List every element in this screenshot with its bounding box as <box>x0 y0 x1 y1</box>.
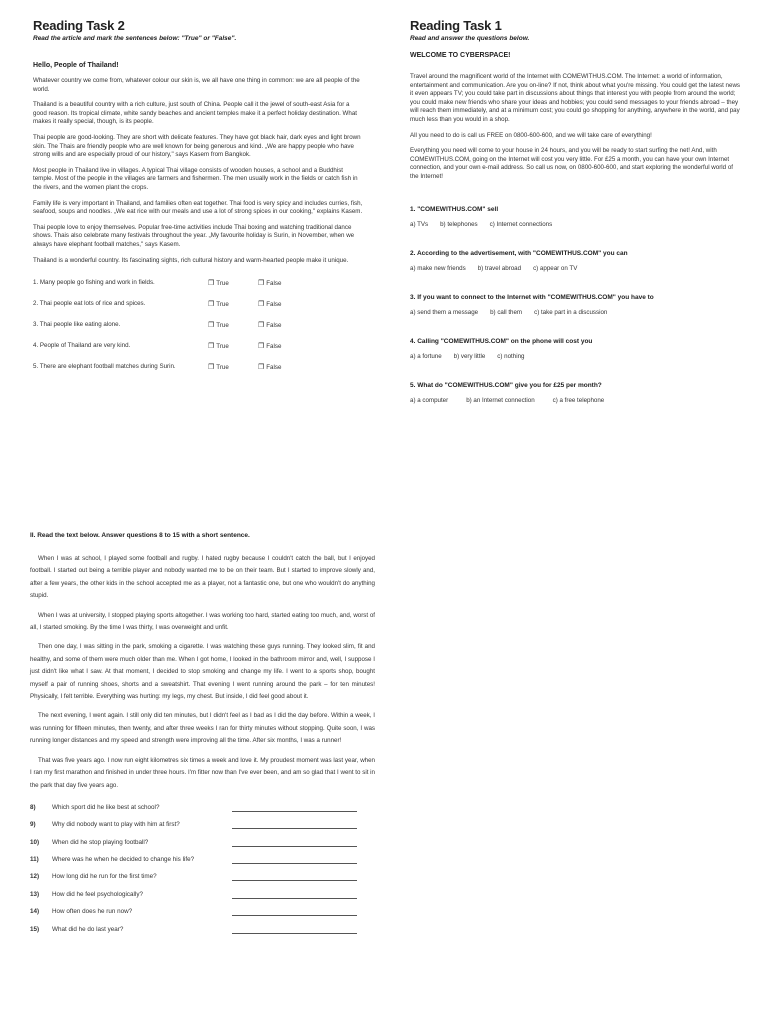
question-number: 14) <box>30 908 40 916</box>
checkbox-icon: ❐ <box>208 301 215 309</box>
task2-paragraph: Whatever country we come from, whatever colour our skin is, we all have one thing in common: we are all people of the world. <box>33 77 360 93</box>
question-text: When did he stop playing football? <box>52 838 149 846</box>
question-text: What did he do last year? <box>52 925 124 933</box>
false-label: False <box>266 280 282 288</box>
answer-option[interactable]: a) a computer <box>410 396 449 404</box>
answer-option[interactable]: b) call them <box>490 308 523 316</box>
question-number: 10) <box>30 838 40 846</box>
question-text: How did he feel psychologically? <box>52 890 144 898</box>
true-checkbox[interactable] <box>208 300 258 308</box>
statement-text: 3. Thai people like eating alone. <box>33 321 121 329</box>
answer-line[interactable] <box>232 873 357 881</box>
statement-row <box>33 321 363 342</box>
part2-paragraph: The next evening, I went again. I still only did ten minutes, but I didn't feel as I bad as I did the day before. Within a week, I was running for fifteen minutes, then twenty, and after three weeks I ran for thirty minutes without stopping. Quite soon, I was running longer distances and my speed and strength were improving all the time. After six months, I was a runner! <box>30 712 375 745</box>
question-row <box>30 804 375 821</box>
task2-paragraph: Thailand is a beautiful country with a rich culture, just south of China. People call it the jewel of south-east Asia for a good reason. Its tropical climate, white sandy beaches and ancient temples make it a perfect holiday destination. What makes it really special, though, is its people. <box>33 101 357 126</box>
part-2-section <box>30 532 375 943</box>
checkbox-icon: ❐ <box>208 322 215 330</box>
task1-paragraph: Travel around the magnificent world of the Internet with COMEWITHUS.COM. The Internet: a world of information, entertainment and communication. Are you on-line? If not, think about what you're missing. You could get the latest news it even appears TV; you could take part in discussions about things that interest you with people from around the world; you could make new friends who share your ideas and hobbies; you could send messages to your friends abroad – they will reach them immediately, and at a minimum cost; you could go shopping for anything, anywhere in the world, and pay much less than you would in a shop. <box>410 73 741 123</box>
part2-paragraph: Then one day, I was sitting in the park, smoking a cigarette. I was watching these guys running. They looked slim, fit and healthy, and some of them were much older than me. When I got home, I looked in the bathroom mirror and, well, I suppose I just didn't like what I saw. At that moment, I decided to stop smoking and change my life. I went to a sports shop, bought myself a pair of running shoes, shorts and a sweatshirt. That evening I went running around the park – for ten minutes! Physically, I felt terrible. Everything was hurting: my legs, my chest. But inside, I did feel good about it. <box>30 643 375 701</box>
task1-paragraph: Everything you need will come to your house in 24 hours, and you will be ready to start surfing the net! And, with COMEWITHUS.COM, going on the Internet will cost you very little. For £25 a month, you can have your own Internet connection, and your own e-mail address. So call us now, on 0800-600-600, and start exploring the wonderful world of the Internet! <box>410 147 733 180</box>
question-text: Which sport did he like best at school? <box>52 803 160 811</box>
answer-option[interactable]: b) very little <box>453 352 486 360</box>
checkbox-icon: ❐ <box>208 364 215 372</box>
task2-paragraph: Thai people love to enjoy themselves. Popular free-time activities include Thai boxing and watching traditional dance shows. Thais also celebrate many festivals throughout the year. „My favourite holiday is Surin, in November, when we always have elephant football matches," says Kasem. <box>33 223 355 248</box>
answer-option[interactable]: b) travel abroad <box>477 264 522 272</box>
task2-paragraph: Thai people are good-looking. They are short with delicate features. They have got black hair, dark eyes and light brown skin. The Thais are friendly people who are well known for being generous and kind. „We are happy people who have strong wills and are especially proud of our history," says Kasem from Bangkok. <box>33 133 361 159</box>
question-number: 9) <box>30 821 36 829</box>
true-checkbox[interactable] <box>208 321 258 329</box>
part2-paragraph: That was five years ago. I now run eight kilometres six times a week and love it. My proudest moment was last year, when I ran my first marathon and finished in under three hours. I'm fitter now than I've ever been, and am so glad that I went to sit in the park that day five years ago. <box>30 756 375 789</box>
task2-paragraph: Most people in Thailand live in villages. A typical Thai village consists of wooden houses, a school and a Buddhist temple. Most of the people in the villages are farmers and fishermen. The men usually work in the fields or catch fish in the rivers, and the women plant the crops. <box>33 166 358 191</box>
answer-options <box>410 397 740 404</box>
question-text: 2. According to the advertisement, with "COMEWITHUS.COM" you can <box>410 249 628 257</box>
checkbox-icon: ❐ <box>258 322 265 330</box>
answer-line[interactable] <box>232 821 357 829</box>
answer-option[interactable]: b) an Internet connection <box>466 396 535 404</box>
false-checkbox[interactable] <box>258 321 308 329</box>
answer-line[interactable] <box>232 839 357 847</box>
question-text: 5. What do "COMEWITHUS.COM" give you for £25 per month? <box>410 381 602 389</box>
question-text: How long did he run for the first time? <box>52 873 157 881</box>
task2-paragraph: Family life is very important in Thailand, and families often eat together. Thai food is very spicy and includes curries, fish, seafood, soups and noodles. „We eat rice with our meals and use a lot of strong spices in our cooking," explains Kasem. <box>33 199 363 216</box>
question-row <box>30 856 375 873</box>
statement-text: 2. Thai people eat lots of rice and spices. <box>33 300 146 308</box>
task2-instruction: Read the article and mark the sentences below: "True" or "False". <box>33 35 237 42</box>
answer-line[interactable] <box>232 908 357 916</box>
false-label: False <box>266 364 282 372</box>
part2-paragraph: When I was at school, I played some football and rugby. I hated rugby because I couldn't catch the ball, but I enjoyed football. I started out being a terrible player and nobody wanted me to be on their team. But I started to improve slowly and, after a few years, the other kids in the school accepted me as a player, not a fantastic one, but one who wouldn't do anything stupid. <box>30 555 375 600</box>
false-checkbox[interactable] <box>258 363 308 371</box>
true-label: True <box>216 280 229 288</box>
statement-text: 4. People of Thailand are very kind. <box>33 342 131 350</box>
true-label: True <box>216 301 229 309</box>
answer-options <box>410 353 740 360</box>
question-row <box>30 908 375 925</box>
answer-option[interactable]: c) Internet connections <box>489 220 553 228</box>
question-row <box>30 839 375 856</box>
answer-option[interactable]: b) telephones <box>440 220 478 228</box>
task1-title: Reading Task 1 <box>410 18 502 33</box>
reading-task-2 <box>33 0 363 384</box>
task1-heading: WELCOME TO CYBERSPACE! <box>410 52 511 59</box>
true-label: True <box>216 343 229 351</box>
task2-title: Reading Task 2 <box>33 18 125 33</box>
statement-row <box>33 279 363 300</box>
answer-option[interactable]: a) TVs <box>410 220 429 228</box>
task2-heading: Hello, People of Thailand! <box>33 62 119 69</box>
statement-text: 5. There are elephant football matches during Surin. <box>33 363 176 371</box>
answer-line[interactable] <box>232 856 357 864</box>
part2-paragraph: When I was at university, I stopped playing sports altogether. I was working too hard, started eating too much, and, worst of all, I started smoking. By the time I was thirty, I was overweight and unfit. <box>30 611 375 632</box>
part2-heading: II. Read the text below. Answer questions 8 to 15 with a short sentence. <box>30 532 250 539</box>
task1-instruction: Read and answer the questions below. <box>410 35 530 42</box>
question-number: 13) <box>30 890 40 898</box>
answer-options <box>410 265 740 272</box>
answer-option[interactable]: c) take part in a discussion <box>534 308 608 316</box>
false-checkbox[interactable] <box>258 279 308 287</box>
true-checkbox[interactable] <box>208 279 258 287</box>
statement-text: 1. Many people go fishing and work in fields. <box>33 279 155 287</box>
true-false-list <box>33 279 363 384</box>
true-checkbox[interactable] <box>208 342 258 350</box>
answer-option[interactable]: c) appear on TV <box>533 264 578 272</box>
question-text: How often does he run now? <box>52 908 133 916</box>
statement-row <box>33 342 363 363</box>
checkbox-icon: ❐ <box>208 343 215 351</box>
statement-row <box>33 300 363 321</box>
short-answer-list <box>30 804 375 943</box>
answer-line[interactable] <box>232 891 357 899</box>
question-row <box>30 891 375 908</box>
false-label: False <box>266 322 282 330</box>
question-number: 12) <box>30 873 40 881</box>
question-text: Where was he when he decided to change his life? <box>52 856 195 864</box>
task1-paragraph: All you need to do is call us FREE on 0800-600-600, and we will take care of everything! <box>410 131 652 139</box>
true-checkbox[interactable] <box>208 363 258 371</box>
answer-options <box>410 221 740 228</box>
answer-option[interactable]: a) send them a message <box>410 308 479 316</box>
statement-row <box>33 363 363 384</box>
answer-option[interactable]: c) nothing <box>497 352 525 360</box>
false-checkbox[interactable] <box>258 342 308 350</box>
checkbox-icon: ❐ <box>208 280 215 288</box>
checkbox-icon: ❐ <box>258 301 265 309</box>
answer-option[interactable]: a) make new friends <box>410 264 466 272</box>
question-row <box>30 873 375 890</box>
question-row <box>30 926 375 943</box>
false-label: False <box>266 343 282 351</box>
question-text: Why did nobody want to play with him at first? <box>52 821 180 829</box>
question-number: 8) <box>30 803 36 811</box>
false-checkbox[interactable] <box>258 300 308 308</box>
reading-task-1 <box>410 0 740 404</box>
question-number: 15) <box>30 925 40 933</box>
question-text: 1. "COMEWITHUS.COM" sell <box>410 205 499 213</box>
answer-line[interactable] <box>232 804 357 812</box>
true-label: True <box>216 322 229 330</box>
checkbox-icon: ❐ <box>258 280 265 288</box>
question-number: 11) <box>30 856 39 864</box>
answer-options <box>410 309 740 316</box>
answer-line[interactable] <box>232 926 357 934</box>
answer-option[interactable]: c) a free telephone <box>552 396 605 404</box>
question-text: 4. Calling "COMEWITHUS.COM" on the phone will cost you <box>410 337 593 345</box>
answer-option[interactable]: a) a fortune <box>410 352 442 360</box>
checkbox-icon: ❐ <box>258 364 265 372</box>
question-row <box>30 821 375 838</box>
true-label: True <box>216 364 229 372</box>
task2-paragraph: Thailand is a wonderful country. Its fascinating sights, rich cultural history and warm-hearted people make it unique. <box>33 256 349 264</box>
checkbox-icon: ❐ <box>258 343 265 351</box>
question-text: 3. If you want to connect to the Internet with "COMEWITHUS.COM" you have to <box>410 293 654 301</box>
false-label: False <box>266 301 282 309</box>
